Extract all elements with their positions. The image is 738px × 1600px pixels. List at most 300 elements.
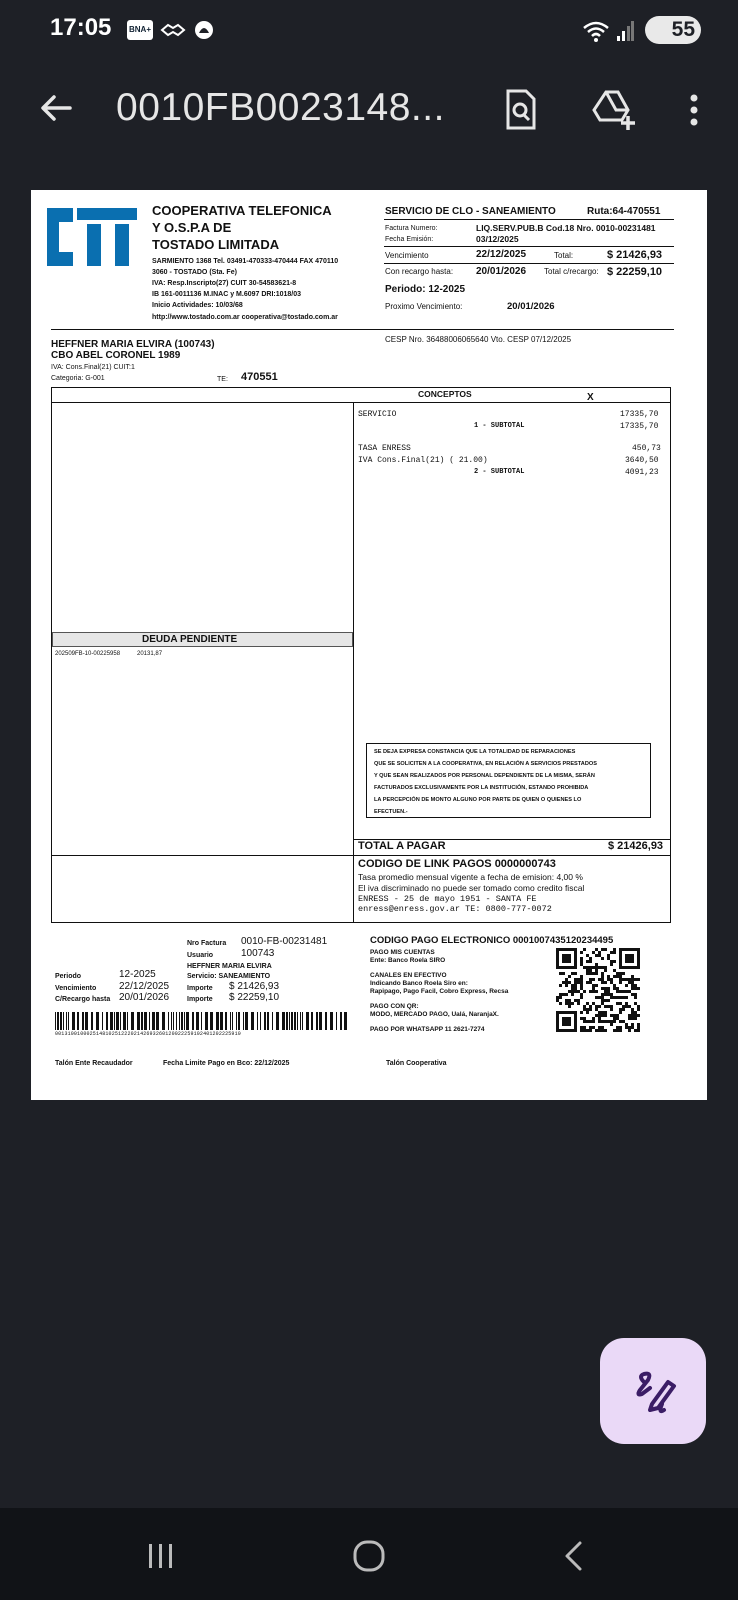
qr-module (634, 1017, 637, 1020)
qr-module (595, 954, 598, 957)
barcode-bar (344, 1012, 347, 1030)
qr-module (586, 954, 589, 957)
canales-desc-1: Indicando Banco Roela Siro en: (370, 980, 468, 987)
qr-module (616, 972, 619, 975)
add-to-drive-icon[interactable] (592, 88, 638, 132)
qr-module (595, 966, 598, 969)
fecha-value: 03/12/2025 (476, 234, 519, 244)
barcode-bar (91, 1012, 93, 1030)
barcode-bar (257, 1012, 258, 1030)
qr-module (616, 996, 619, 999)
barcode-digits: 00131001000251481025122202142693260120022259102401202225910 (55, 1031, 241, 1037)
barcode-bar (238, 1012, 240, 1030)
qr-module (592, 966, 595, 969)
qr-module (631, 1011, 634, 1014)
barcode-bar (245, 1012, 248, 1030)
qr-module (628, 990, 631, 993)
qr-module (613, 960, 616, 963)
qr-module (595, 984, 598, 987)
fecha-label: Fecha Emisión: (385, 236, 434, 243)
more-options-icon[interactable] (684, 88, 704, 132)
barcode-bar (316, 1012, 318, 1030)
qr-module (619, 990, 622, 993)
qr-module (607, 954, 610, 957)
barcode-bar (116, 1012, 119, 1030)
qr-module (583, 990, 586, 993)
qr-module (559, 972, 562, 975)
qr-module (580, 1026, 583, 1029)
qr-module (574, 990, 577, 993)
back-arrow-icon[interactable] (36, 88, 76, 128)
qr-module (613, 1029, 616, 1032)
qr-module (613, 1014, 616, 1017)
company-name-line2: Y O.S.P.A DE (152, 220, 232, 235)
qr-module (598, 1020, 601, 1023)
qr-module (565, 1002, 568, 1005)
qr-module (595, 972, 598, 975)
qr-module (619, 1011, 622, 1014)
proximo-vencimiento-value: 20/01/2026 (507, 301, 555, 312)
qr-module (601, 966, 604, 969)
qr-module (622, 990, 625, 993)
qr-module (577, 1002, 580, 1005)
qr-module (619, 978, 622, 981)
concept-servicio-label: SERVICIO (358, 410, 397, 419)
qr-module (607, 957, 610, 960)
qr-module (580, 996, 583, 999)
qr-module (625, 990, 628, 993)
qr-module (568, 999, 571, 1002)
qr-module (607, 993, 610, 996)
qr-module (586, 1002, 589, 1005)
qr-module (610, 993, 613, 996)
qr-module (607, 1005, 610, 1008)
qr-module (604, 1011, 607, 1014)
handshake-icon (160, 20, 186, 40)
app-bar (0, 70, 738, 150)
qr-module (634, 978, 637, 981)
qr-module (583, 1005, 586, 1008)
qr-module (568, 1002, 571, 1005)
qr-module (631, 993, 634, 996)
qr-module (586, 960, 589, 963)
barcode-bar (210, 1012, 213, 1030)
client-iva: IVA: Cons.Final(21) CUIT:1 (51, 364, 135, 371)
qr-module (613, 951, 616, 954)
qr-module (580, 1011, 583, 1014)
stub-venc-value: 22/12/2025 (119, 981, 170, 992)
total-rule-bottom (51, 855, 671, 856)
qr-module (586, 1029, 589, 1032)
stub-nro-value: 0010-FB-00231481 (241, 936, 328, 947)
barcode-bar (120, 1012, 121, 1030)
qr-module (577, 978, 580, 981)
qr-module (637, 1008, 640, 1011)
back-nav-icon[interactable] (562, 1540, 586, 1572)
qr-module (565, 984, 568, 987)
stub-periodo-value: 12-2025 (119, 969, 156, 980)
qr-module (622, 978, 625, 981)
qr-module (613, 1017, 616, 1020)
qr-module (598, 1011, 601, 1014)
qr-module (580, 963, 583, 966)
stub-recargo-label: C/Recargo hasta (55, 996, 111, 1003)
qr-module (598, 1029, 601, 1032)
stub-servicio: Servicio: SANEAMIENTO (187, 973, 271, 980)
qr-module (601, 972, 604, 975)
qr-module (589, 972, 592, 975)
barcode-bar (156, 1012, 159, 1030)
client-category: Categoria: G-001 (51, 375, 105, 382)
x-mark: X (587, 392, 594, 403)
barcode-bar (82, 1012, 84, 1030)
qr-module (583, 1008, 586, 1011)
edit-fab-button[interactable] (600, 1338, 706, 1444)
barcode-bar (181, 1012, 183, 1030)
qr-module (571, 987, 574, 990)
qr-module (595, 969, 598, 972)
footer-talon-ente: Talón Ente Recaudador (55, 1060, 133, 1067)
barcode-bar (123, 1012, 126, 1030)
qr-module (607, 975, 610, 978)
qr-module (631, 1017, 634, 1020)
header-rule-2 (384, 246, 674, 247)
barcode-bar (306, 1012, 309, 1030)
qr-module (580, 1017, 583, 1020)
concept-iva-label: IVA Cons.Final(21) ( 21.00) (358, 456, 488, 465)
qr-module (592, 990, 595, 993)
qr-module (607, 990, 610, 993)
qr-module (571, 984, 574, 987)
home-icon[interactable] (352, 1540, 386, 1572)
qr-module (595, 1014, 598, 1017)
barcode-bar (340, 1012, 342, 1030)
factura-label: Factura Numero: (385, 225, 438, 232)
pago-qr-desc: MODO, MERCADO PAGO, Ualá, NaranjaX. (370, 1011, 499, 1018)
qr-module (580, 1029, 583, 1032)
qr-module (631, 987, 634, 990)
factura-number: LIQ.SERV.PUB.B Cod.18 Nro. 0010-00231481 (476, 223, 656, 233)
qr-module (616, 1029, 619, 1032)
qr-module (619, 981, 622, 984)
barcode-bar (106, 1012, 108, 1030)
barcode-bar (96, 1012, 99, 1030)
qr-module (631, 1008, 634, 1011)
barcode-bar (243, 1012, 244, 1030)
qr-module (589, 1029, 592, 1032)
qr-module (595, 948, 598, 951)
bna-app-icon: BNA+ (127, 20, 153, 40)
qr-module (589, 1005, 592, 1008)
qr-module (598, 954, 601, 957)
qr-module (565, 999, 568, 1002)
client-name: HEFFNER MARIA ELVIRA (100743) (51, 339, 215, 350)
qr-module (610, 996, 613, 999)
qr-module (601, 1029, 604, 1032)
barcode-bar (216, 1012, 219, 1030)
qr-module (619, 972, 622, 975)
qr-module (616, 1002, 619, 1005)
qr-module (568, 1005, 571, 1008)
stub-nro-label: Nro Factura (187, 940, 227, 947)
qr-module (574, 972, 577, 975)
qr-module (625, 1005, 628, 1008)
barcode-bar (272, 1012, 273, 1030)
qr-module (559, 1002, 562, 1005)
company-city: 3060 - TOSTADO (Sta. Fe) (152, 269, 237, 276)
qr-module (574, 981, 577, 984)
qr-module (604, 969, 607, 972)
qr-module (610, 1008, 613, 1011)
barcode-bar (319, 1012, 322, 1030)
qr-module (613, 948, 616, 951)
barcode-bar (201, 1012, 202, 1030)
qr-module (637, 1023, 640, 1026)
qr-module (634, 1014, 637, 1017)
concept-subtotal1-label: 1 - SUBTOTAL (474, 422, 525, 430)
total-recargo-value: $ 22259,10 (607, 266, 663, 278)
qr-module (598, 1026, 601, 1029)
barcode-bar (330, 1012, 333, 1030)
qr-module (622, 972, 625, 975)
deuda-amount: 20131,87 (137, 651, 163, 657)
qr-module (616, 1017, 619, 1020)
table-column-divider (353, 402, 354, 923)
barcode-bar (205, 1012, 208, 1030)
concepts-header-rule (51, 402, 671, 403)
qr-module (628, 1029, 631, 1032)
qr-module (628, 1014, 631, 1017)
total-value: $ 21426,93 (607, 249, 663, 261)
qr-module (604, 999, 607, 1002)
qr-module (601, 996, 604, 999)
qr-module (556, 996, 559, 999)
qr-module (589, 981, 592, 984)
qr-module (601, 1002, 604, 1005)
navigation-bar (0, 1508, 738, 1600)
barcode-bar (311, 1012, 313, 1030)
qr-module (625, 1023, 628, 1026)
qr-module (604, 1020, 607, 1023)
qr-module (613, 969, 616, 972)
qr-module (625, 1002, 628, 1005)
qr-module (634, 1029, 637, 1032)
qr-module (559, 984, 562, 987)
qr-module (604, 948, 607, 951)
codigo-pago-electronico: CODIGO PAGO ELECTRONICO 0001007435120234495 (370, 935, 614, 946)
qr-module (601, 975, 604, 978)
qr-module (601, 987, 604, 990)
qr-module (574, 999, 577, 1002)
barcode-bar (152, 1012, 155, 1030)
qr-module (592, 1026, 595, 1029)
qr-module (601, 993, 604, 996)
barcode-bar (60, 1012, 62, 1030)
stub-client-name: HEFFNER MARIA ELVIRA (187, 963, 272, 970)
qr-module (637, 987, 640, 990)
qr-module (628, 1026, 631, 1029)
qr-module (613, 987, 616, 990)
qr-module (604, 987, 607, 990)
barcode-bar (162, 1012, 165, 1030)
proximo-vencimiento-label: Proximo Vencimiento: (385, 302, 463, 311)
recargo-label: Con recargo hasta: (385, 267, 454, 276)
company-ib: IB 161-0011136 M.INAC y M.6097 DRI:1018/03 (152, 291, 302, 298)
qr-module (598, 1014, 601, 1017)
concept-subtotal2-value: 4091,23 (625, 468, 659, 477)
qr-module (595, 1005, 598, 1008)
qr-module (574, 987, 577, 990)
qr-module (622, 1020, 625, 1023)
qr-module (580, 957, 583, 960)
qr-module (625, 984, 628, 987)
barcode-bar (72, 1012, 75, 1030)
barcode-bar (251, 1012, 254, 1030)
stub-periodo-label: Periodo (55, 973, 82, 980)
notice-line-2: QUE SE SOLICITEN A LA COOPERATIVA, EN RELACIÓN A SERVICIOS PRESTADOS (374, 761, 597, 767)
qr-module (571, 1002, 574, 1005)
qr-module (616, 975, 619, 978)
barcode-bar (294, 1012, 296, 1030)
qr-module (610, 1014, 613, 1017)
qr-module (592, 1002, 595, 1005)
cesp-info: CESP Nro. 36488006065640 Vto. CESP 07/12/2025 (385, 335, 572, 344)
route-number: Ruta:64-470551 (587, 206, 661, 217)
qr-module (586, 972, 589, 975)
qr-module (628, 978, 631, 981)
qr-module (613, 1020, 616, 1023)
qr-module (622, 996, 625, 999)
company-start: Inicio Actividades: 10/03/68 (152, 302, 243, 309)
barcode-bar (171, 1012, 172, 1030)
qr-module (568, 990, 571, 993)
qr-module (589, 1020, 592, 1023)
qr-module (607, 999, 610, 1002)
qr-module (556, 999, 559, 1002)
qr-module (598, 951, 601, 954)
qr-module (586, 966, 589, 969)
qr-module (589, 990, 592, 993)
qr-module (607, 987, 610, 990)
qr-module (571, 993, 574, 996)
barcode-bar (291, 1012, 293, 1030)
barcode-bar (141, 1012, 143, 1030)
qr-module (619, 996, 622, 999)
concept-servicio-value: 17335,70 (620, 410, 659, 419)
app-drop-icon (193, 20, 215, 40)
qr-module (589, 966, 592, 969)
wifi-icon (582, 20, 610, 40)
qr-module (634, 1011, 637, 1014)
stub-recargo-value: 20/01/2026 (119, 992, 170, 1003)
notice-line-5: LA PERCEPCIÓN DE MONTO ALGUNO POR PARTE DE QUIEN O QUIENES LO (374, 797, 582, 803)
qr-module (601, 981, 604, 984)
qr-module (586, 969, 589, 972)
qr-module (616, 1014, 619, 1017)
qr-module (616, 1026, 619, 1029)
barcode-bar (184, 1012, 185, 1030)
qr-module (604, 981, 607, 984)
barcode-bar (236, 1012, 237, 1030)
qr-module (604, 1029, 607, 1032)
qr-module (631, 975, 634, 978)
company-address: SARMIENTO 1368 Tel. 03491-470333-470444 FAX 470110 (152, 258, 339, 265)
qr-module (601, 1011, 604, 1014)
barcode-bar (276, 1012, 279, 1030)
qr-module (601, 957, 604, 960)
barcode-bar (300, 1012, 301, 1030)
qr-module (601, 999, 604, 1002)
qr-module (571, 990, 574, 993)
qr-module (598, 978, 601, 981)
signal-icon (616, 20, 634, 40)
qr-module (610, 978, 613, 981)
qr-module (631, 1026, 634, 1029)
qr-module (568, 981, 571, 984)
qr-module (568, 975, 571, 978)
footer-talon-cooperativa: Talón Cooperativa (386, 1060, 447, 1067)
ctt-logo (45, 206, 139, 268)
qr-module (598, 1017, 601, 1020)
qr-module (592, 1020, 595, 1023)
qr-module (610, 963, 613, 966)
qr-module (583, 948, 586, 951)
qr-module (577, 990, 580, 993)
qr-module (634, 1002, 637, 1005)
stub-venc-label: Vencimiento (55, 985, 97, 992)
qr-module (595, 996, 598, 999)
barcode-bar (102, 1012, 103, 1030)
qr-module (592, 987, 595, 990)
qr-module (610, 1023, 613, 1026)
vencimiento-value: 22/12/2025 (476, 249, 527, 260)
qr-module (610, 1020, 613, 1023)
qr-module (583, 1017, 586, 1020)
barcode-bar (289, 1012, 290, 1030)
qr-module (613, 984, 616, 987)
qr-module (610, 960, 613, 963)
search-document-icon[interactable] (503, 88, 543, 132)
barcode-bar (85, 1012, 88, 1030)
qr-module (634, 993, 637, 996)
qr-module (583, 966, 586, 969)
barcode-bar (173, 1012, 174, 1030)
recent-apps-icon[interactable] (146, 1540, 176, 1572)
barcode-bar (137, 1012, 140, 1030)
barcode-bar (336, 1012, 337, 1030)
qr-module (619, 1020, 622, 1023)
qr-module (562, 972, 565, 975)
concept-tasa-value: 450,73 (632, 444, 661, 453)
company-name-line3: TOSTADO LIMITADA (152, 237, 280, 252)
qr-module (559, 993, 562, 996)
qr-finder (625, 954, 634, 963)
pago-mis-cuentas: PAGO MIS CUENTAS (370, 949, 435, 956)
qr-module (589, 960, 592, 963)
qr-module (619, 1026, 622, 1029)
barcode-bar (297, 1012, 298, 1030)
pago-qr-label: PAGO CON QR: (370, 1003, 419, 1010)
qr-module (571, 972, 574, 975)
total-a-pagar-label: TOTAL A PAGAR (358, 840, 446, 852)
barcode-bar (168, 1012, 169, 1030)
qr-module (616, 990, 619, 993)
qr-module (634, 984, 637, 987)
footer-fecha-limite: Fecha Limite Pago en Bco: 22/12/2025 (163, 1060, 290, 1067)
barcode-bar (267, 1012, 269, 1030)
qr-module (589, 957, 592, 960)
status-bar (0, 0, 738, 60)
